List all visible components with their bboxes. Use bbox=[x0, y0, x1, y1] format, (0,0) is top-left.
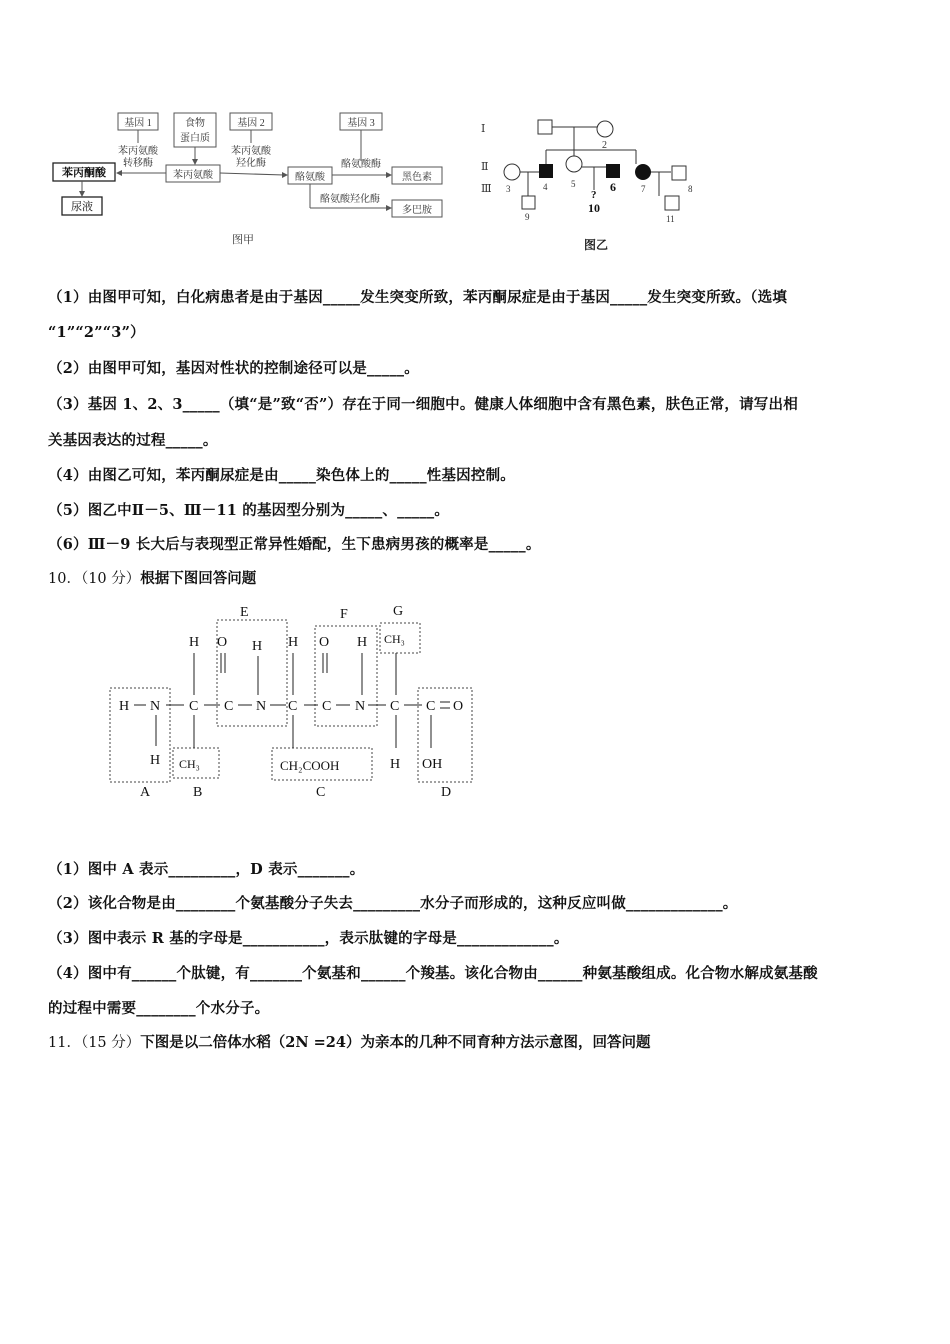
box-melanin: 黑色素 bbox=[402, 172, 432, 183]
atom-h-top1: H bbox=[189, 635, 200, 650]
pedigree-num-2: 2 bbox=[602, 140, 607, 151]
q10-part1: （1）图中 A 表示_________，D 表示_______。 bbox=[48, 861, 365, 878]
q9-part2: （2）由图甲可知，基因对性状的控制途径可以是_____。 bbox=[48, 360, 419, 377]
enzyme-tyr-hydroxylase: 酪氨酸羟化酶 bbox=[320, 194, 380, 205]
label-c: C bbox=[316, 785, 326, 800]
peptide-structure bbox=[100, 598, 490, 808]
atom-o-right: O bbox=[453, 699, 464, 714]
atom-h-top4: H bbox=[357, 635, 368, 650]
box-dopamine: 多巴胺 bbox=[402, 205, 432, 216]
q10-header bbox=[48, 567, 256, 588]
q10-number: 10． bbox=[48, 571, 81, 587]
enzyme-tyrosinase: 酪氨酸酶 bbox=[341, 159, 381, 170]
figure-jia-caption: 图甲 bbox=[232, 234, 254, 246]
q9-part6: （6）Ⅲ－9 长大后与表现型正常异性婚配，生下患病男孩的概率是_____。 bbox=[48, 536, 541, 553]
atom-h-bottom2: H bbox=[390, 757, 401, 772]
atom-ch3-g: CH₃ bbox=[384, 632, 405, 646]
box-gene2: 基因 2 bbox=[237, 118, 265, 129]
q11-score: （15 分） bbox=[80, 1035, 141, 1051]
label-f: F bbox=[340, 607, 348, 622]
q9-part1-line2: “1”“2”“3”） bbox=[48, 324, 145, 341]
pedigree-num-6: 6 bbox=[610, 180, 616, 194]
enzyme-transaminase: 苯丙氨酸 bbox=[118, 146, 158, 157]
atom-c6: C bbox=[426, 699, 436, 714]
q10-part4-line1: （4）图中有______个肽键，有_______个氨基和______个羧基。该化合物由______种氨基酸组成。化合物水解成氨基酸 bbox=[48, 965, 818, 982]
q11-number: 11． bbox=[48, 1035, 81, 1051]
atom-n1: N bbox=[150, 699, 161, 714]
pedigree-num-9: 9 bbox=[525, 212, 530, 222]
pedigree-num-7: 7 bbox=[641, 184, 646, 194]
atom-n3: N bbox=[355, 699, 366, 714]
pedigree-num-11: 11 bbox=[666, 214, 675, 224]
q9-part3-line1: （3）基因 1、2、3_____（填“是”致“否”）存在于同一细胞中。健康人体细胞中含有黑色素，肤色正常，请写出相 bbox=[48, 396, 798, 413]
atom-c3: C bbox=[288, 699, 298, 714]
box-phe: 苯丙氨酸 bbox=[173, 170, 213, 181]
enzyme-hydroxylase-2: 羟化酶 bbox=[236, 158, 266, 169]
atom-h-top2: H bbox=[252, 639, 263, 654]
box-phenylpyruvate: 苯丙酮酸 bbox=[62, 167, 106, 179]
box-urine: 尿液 bbox=[71, 201, 93, 213]
enzyme-transaminase-2: 转移酶 bbox=[123, 158, 153, 169]
label-a: A bbox=[140, 785, 151, 800]
atom-h-top3: H bbox=[288, 635, 299, 650]
pedigree-num-4: 4 bbox=[543, 182, 548, 192]
atom-h-left: H bbox=[119, 699, 130, 714]
atom-o-top2: O bbox=[319, 635, 330, 650]
label-e: E bbox=[240, 605, 249, 620]
q9-part3-line2: 关基因表达的过程_____。 bbox=[48, 432, 218, 449]
q11-title: 下图是以二倍体水稻（2N =24）为亲本的几种不同育种方法示意图，回答问题 bbox=[140, 1034, 651, 1051]
q9-part5: （5）图乙中Ⅱ－5、Ⅲ－11 的基因型分别为_____、_____。 bbox=[48, 502, 450, 519]
gen-label-3: Ⅲ bbox=[481, 183, 492, 195]
q10-score: （10 分） bbox=[80, 571, 141, 587]
label-g: G bbox=[393, 604, 404, 619]
box-gene3: 基因 3 bbox=[347, 118, 375, 129]
gen-label-2: Ⅱ bbox=[481, 161, 489, 173]
atom-c5: C bbox=[390, 699, 400, 714]
box-protein: 蛋白质 bbox=[180, 133, 210, 144]
q9-part1-line1: （1）由图甲可知，白化病患者是由于基因_____发生突变所致，苯丙酮尿症是由于基因_____发生突变所致。（选填 bbox=[48, 289, 788, 306]
figure-yi-caption: 图乙 bbox=[583, 238, 609, 252]
pedigree-unknown: ? bbox=[591, 189, 597, 201]
box-food: 食物 bbox=[185, 118, 205, 129]
pedigree-num-3: 3 bbox=[506, 184, 511, 194]
atom-h-bottom1: H bbox=[150, 753, 161, 768]
q11-header bbox=[48, 1031, 650, 1052]
q10-part4-line2: 的过程中需要________个水分子。 bbox=[48, 1000, 270, 1017]
label-d: D bbox=[441, 785, 452, 800]
box-tyr: 酪氨酸 bbox=[295, 172, 325, 183]
atom-c1: C bbox=[189, 699, 199, 714]
atom-oh: OH bbox=[422, 757, 443, 772]
pedigree-num-10: 10 bbox=[588, 201, 600, 215]
label-b: B bbox=[193, 785, 203, 800]
q10-part2: （2）该化合物是由________个氨基酸分子失去_________水分子而形成的，这种反应叫做_____________。 bbox=[48, 895, 738, 912]
atom-o-top1: O bbox=[217, 635, 228, 650]
q10-part3: （3）图中表示 R 基的字母是___________，表示肽键的字母是_____________。 bbox=[48, 930, 569, 947]
box-gene1: 基因 1 bbox=[124, 118, 152, 129]
atom-n2: N bbox=[256, 699, 267, 714]
pedigree-num-5: 5 bbox=[571, 179, 576, 189]
q10-title: 根据下图回答问题 bbox=[140, 570, 257, 587]
atom-ch2cooh: CH₂COOH bbox=[280, 758, 340, 773]
figure-jia bbox=[48, 105, 458, 255]
enzyme-hydroxylase: 苯丙氨酸 bbox=[231, 146, 271, 157]
q9-part4: （4）由图乙可知，苯丙酮尿症是由_____染色体上的_____性基因控制。 bbox=[48, 467, 515, 484]
atom-c2: C bbox=[224, 699, 234, 714]
pedigree-num-8: 8 bbox=[688, 184, 693, 194]
gen-label-1: Ⅰ bbox=[481, 123, 486, 135]
atom-ch3-b: CH₃ bbox=[179, 757, 200, 771]
figure-yi-pedigree bbox=[476, 112, 712, 257]
atom-c4: C bbox=[322, 699, 332, 714]
